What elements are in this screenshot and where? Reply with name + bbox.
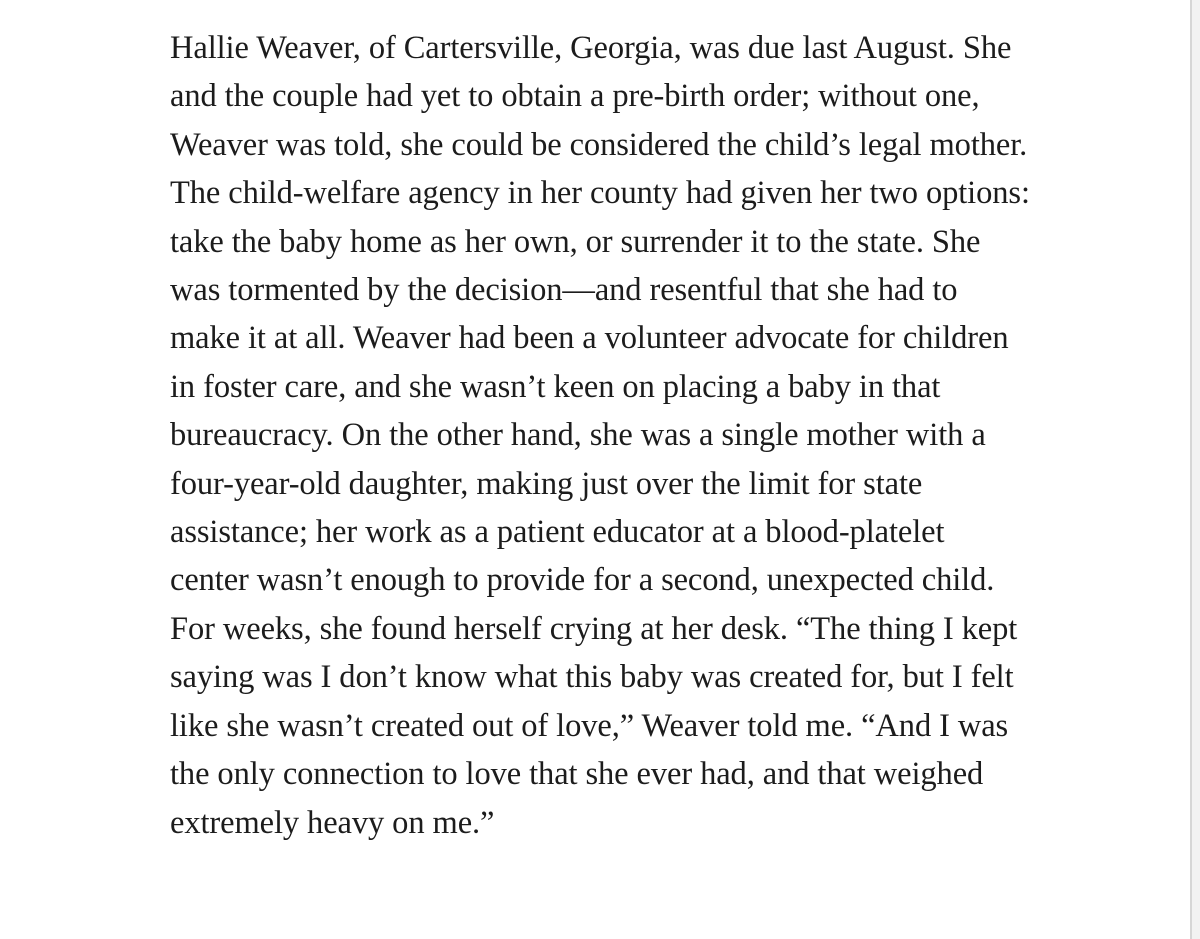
text-line: in foster care, and she wasn’t keen on placing a baby in that [170, 368, 941, 405]
text-line: four-year-old daughter, making just over the limit for state [170, 465, 923, 502]
text-line: extremely heavy on me.” [170, 804, 495, 841]
text-line: the only connection to love that she ever had, and that weighed [170, 756, 984, 793]
page-edge-divider [1190, 0, 1192, 939]
text-line: center wasn’t enough to provide for a second, unexpected child. [170, 562, 995, 599]
text-line: take the baby home as her own, or surrender it to the state. She [170, 223, 981, 260]
page-shadow [1192, 0, 1200, 939]
text-line: was tormented by the decision—and resentful that she had to [170, 272, 958, 309]
text-line: For weeks, she found herself crying at her desk. “The thing I kept [170, 610, 1018, 647]
text-line: and the couple had yet to obtain a pre-birth order; without one, [170, 78, 980, 115]
text-line: like she wasn’t created out of love,” Weaver told me. “And I was [170, 707, 1009, 744]
text-line: Hallie Weaver, of Cartersville, Georgia, was due last August. She [170, 30, 1012, 66]
text-line: saying was I don’t know what this baby was created for, but I felt [170, 659, 1014, 696]
article-paragraph [170, 24, 1110, 847]
text-line: bureaucracy. On the other hand, she was a single mother with a [170, 417, 986, 454]
text-line: The child-welfare agency in her county had given her two options: [170, 175, 1030, 212]
text-line: assistance; her work as a patient educator at a blood-platelet [170, 514, 945, 551]
text-line: Weaver was told, she could be considered the child’s legal mother. [170, 126, 1028, 163]
text-line: make it at all. Weaver had been a volunteer advocate for children [170, 320, 1009, 357]
